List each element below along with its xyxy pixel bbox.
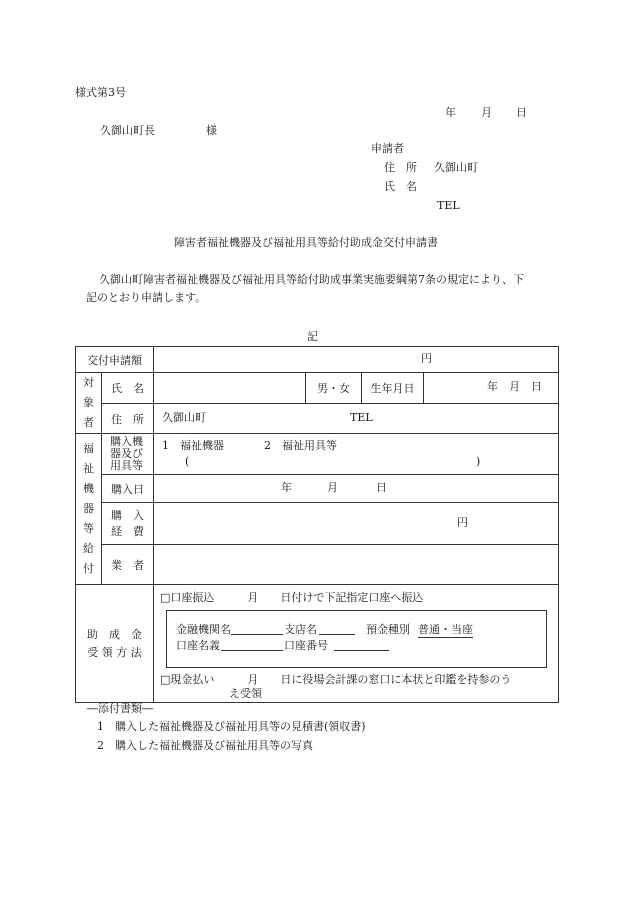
sex-select[interactable]: 男・女 [317,382,350,396]
bank-name-label: 金融機関名 [176,623,231,636]
addressee-honorific: 様 [206,124,217,137]
subject-name-label: 氏 名 [111,382,144,396]
branch-name-label: 支店名 [284,623,317,636]
purchase-date-field[interactable] [154,475,559,503]
body-text-line2: 記のとおり申請します。 [86,291,207,304]
vendor-label: 業 者 [111,558,144,572]
grant-amount-yen: 円 [421,352,432,365]
subject-label-char: 象 [83,396,94,409]
receipt-method-label [76,585,154,703]
addressee-mayor: 久御山町長 [100,124,155,137]
purchase-date-row [76,475,559,503]
applicant-heading: 申請者 [371,142,404,155]
bank-name-field[interactable] [231,623,283,635]
welfare-label-char: 機 [83,482,94,495]
welfare-label-char: 付 [83,562,94,575]
subject-label [76,373,102,434]
branch-name-field[interactable] [319,623,355,635]
purchase-cost-label-line1: 購 入 [111,508,144,522]
subject-name-field[interactable] [154,373,306,404]
application-table [75,346,559,703]
attachment-item-1: 1 購入した福祉機器及び福祉用具等の見積書(領収書) [97,720,366,733]
paren-open: ( [185,455,190,468]
welfare-label-char: 給 [83,542,94,555]
body-text-line1: 久御山町障害者福祉機器及び福祉用具等給付助成事業実施要綱第7条の規定により、下 [99,273,524,286]
vendor-row [76,545,559,585]
receipt-method-field [154,585,559,703]
deposit-type-select[interactable]: 普通・当座 [418,623,473,636]
welfare-label-char: 器 [83,502,94,515]
paren-close: ) [476,455,481,468]
attachment-item-2: 2 購入した福祉機器及び福祉用具等の写真 [97,739,313,752]
ki-heading: 記 [307,330,318,343]
form-number: 様式第3号 [75,86,126,99]
purchase-date-label: 購入日 [111,482,144,496]
bank-transfer-checkbox[interactable]: □口座振込 月 日付けで下記指定口座へ振込 [160,591,424,604]
applicant-name-label: 氏 名 [384,180,417,193]
subject-label-char: 対 [83,376,94,389]
purchase-cost-label-line2: 経 費 [111,524,144,538]
date-day: 日 [516,106,527,119]
bank-account-box [166,610,547,668]
applicant-tel-label: TEL [437,199,460,212]
welfare-label-char: 祉 [83,462,94,475]
account-number-label: 口座番号 [284,639,328,652]
birthdate-ymd: 年 月 日 [487,380,542,394]
subject-label-char: 者 [83,416,94,429]
applicant-address-value: 久御山町 [434,161,478,174]
deposit-type-label: 預金種別 [366,623,410,636]
birthdate-field[interactable] [424,373,559,404]
welfare-label [76,434,102,585]
cash-payment-checkbox[interactable]: □現金払い 月 日に役場会計課の窓口に本状と印鑑を持参のう [160,673,512,686]
purchase-cost-yen: 円 [457,516,468,529]
subject-tel-label: TEL [350,411,373,425]
welfare-label-char: 福 [83,442,94,455]
applicant-address-label: 住 所 [384,161,417,174]
date-year: 年 [445,106,456,119]
grant-amount-label: 交付申請額 [87,353,142,367]
option-welfare-tools[interactable]: 2 福祉用具等 [264,439,337,452]
receipt-method-label-line2: 受 領 方 法 [87,645,142,659]
purchase-cost-label [102,503,154,545]
cash-payment-line2: え受領 [229,687,262,700]
vendor-field[interactable] [154,545,559,585]
birthdate-label: 生年月日 [370,382,415,396]
purchase-date-month: 月 [327,481,338,494]
option-welfare-device[interactable]: 1 福祉機器 [162,439,224,452]
purchase-cost-field[interactable] [154,503,559,545]
account-holder-field[interactable] [221,639,283,651]
subject-name-row [76,373,559,404]
welfare-label-char: 等 [83,522,94,535]
account-holder-label: 口座名義 [176,639,220,652]
purchase-items-row [76,434,559,475]
purchase-items-field[interactable] [154,434,559,475]
purchase-date-year: 年 [281,481,292,494]
grant-amount-row [76,347,559,373]
subject-address-row [76,404,559,434]
attachments-heading: ―添付書類― [87,702,153,715]
purchase-items-label: 購入機器及び用具等 [110,435,143,472]
purchase-date-day: 日 [376,481,387,494]
date-month: 月 [481,106,492,119]
subject-address-field[interactable] [154,404,559,434]
receipt-method-row [76,585,559,703]
subject-address-value: 久御山町 [162,411,206,425]
subject-address-label: 住 所 [111,412,144,426]
grant-amount-field[interactable] [154,347,559,373]
account-number-field[interactable] [334,639,389,651]
purchase-cost-row [76,503,559,545]
receipt-method-label-line1: 助 成 金 [87,627,142,641]
document-title: 障害者福祉機器及び福祉用具等給付助成金交付申請書 [174,236,438,249]
